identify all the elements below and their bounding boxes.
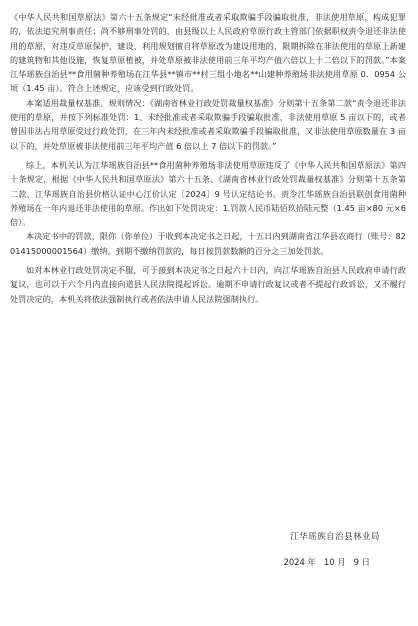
signature-month: 10 月 — [323, 557, 346, 567]
paragraph-decision: 综上，本机关认为江华瑶族自治县**食用菌种养殖场非法使用草原违反了《中华人民共和国草原法》第四十条规定，根据《中华人民共和国草原法》第六十五条、《湖南省林业行政处罚裁量权基准》分则第十五条第二款、江华瑶族自治县价格认证中心江价认定［2024］9 号认定结论书。责令江华瑶族自治县联创食用菌种养殖场在一年内退还非法使用的草原。作出如下处罚决定：1.罚款人民币陆佰玖拾陆元整（1.45 亩×80 元×6 倍）。 — [10, 159, 406, 228]
paragraph-payment: 本决定书中的罚款，限你（你单位）于收到本决定书之日起，十五日内到湖南省江华县农商行（账号：8201415000001564）缴纳。到期不缴纳罚款的，每日按罚款数额的百分之三加处罚款。 — [10, 231, 406, 256]
paragraph-discretion-standard: 本案适用裁量权基准、规则情况：《湖南省林业行政处罚裁量权基准》分则第十五条第二款“责令退还非法使用的草原，并按下列标准处罚：1、未经批准或者采取欺骗手段骗取批准，非法使用草原 5 亩以下的，或者曾因非法占用草原受过行政处罚，在三年内未经批准或者采取欺骗手段骗取批准，又非法使用草原数量在 3 亩以下的，并处草原被非法使用前三年平均产值 6 倍以上 7 倍以下的罚款。” — [10, 97, 406, 151]
paragraph-appeal: 如对本林业行政处罚决定不服，可于接到本决定书之日起六十日内，向江华瑶族自治县人民政府申请行政复议，也可以于六个月内直接向道县人民法院提起诉讼。逾期不申请行政复议或者不提起行政诉讼，又不履行处罚决定的，本机关将依法强制执行或者依法申请人民法院强制执行。 — [10, 265, 406, 304]
signature-date — [0, 556, 370, 568]
signature-year: 2024 年 — [283, 557, 316, 567]
signature-day: 9 日 — [353, 557, 370, 567]
paragraph-legal-basis: 《中华人民共和国草原法》第六十五条规定“未经批准或者采取欺骗手段骗取批准，非法使用草原，构成犯罪的，依法追究刑事责任；尚不够刑事处罚的，由县级以上人民政府草原行政主管部门依据职权责令退还非法使用的草原，对违反草原保护、建设、利用规划擅自将草原改为建设用地的，限期拆除在非法使用的草原上新建的建筑物和其他设施，恢复草原植被，并处草原被非法使用前三年平均产值六倍以上十二倍以下的罚款。”本案江华瑶族自治县**食用菌种养殖场在江华县**镇市**村三组小地名**山建种养殖场非法使用草原 0．0954 公顷（1.45 亩）。符合上述规定，应该受到行政处罚。 — [10, 12, 406, 94]
signature-organization: 江华瑶族自治县林业局 — [290, 531, 380, 541]
